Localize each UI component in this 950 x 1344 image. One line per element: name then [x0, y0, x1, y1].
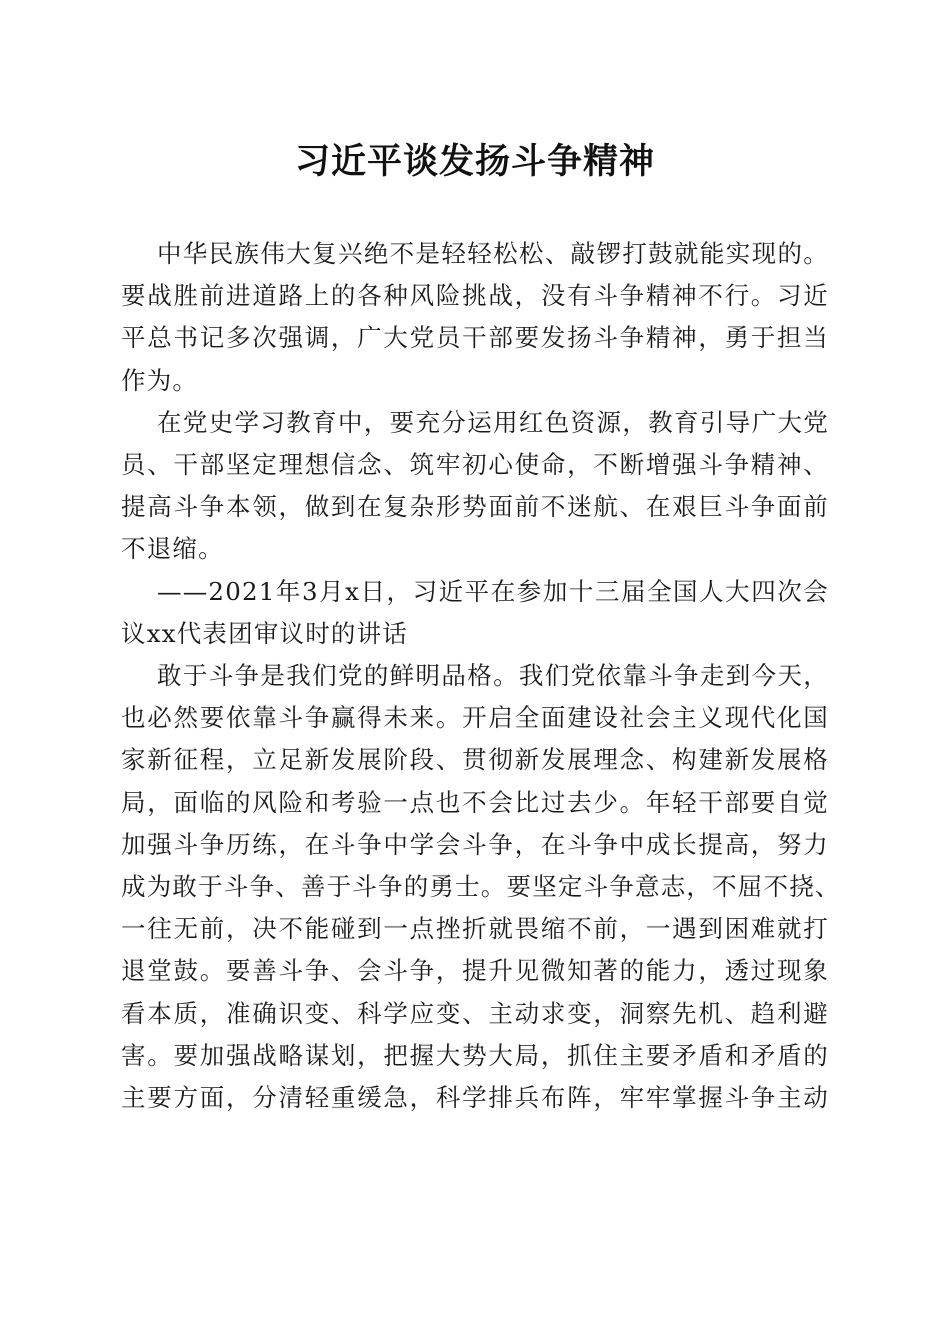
document-body: [121, 233, 841, 1119]
paragraph-2: [121, 402, 829, 571]
text-line: 要战胜前进道路上的各种风险挑战，没有斗争精神不行。习近: [121, 281, 829, 311]
text-line: 退堂鼓。要善斗争、会斗争，提升见微知著的能力，透过现象: [121, 956, 829, 986]
text-line: 在党史学习教育中，要充分运用红色资源，教育引导广大党: [157, 407, 829, 437]
text-line: 不退缩。: [121, 534, 224, 564]
paragraph-1: [121, 233, 829, 402]
text-line: 员、干部坚定理想信念、筑牢初心使命，不断增强斗争精神、: [121, 450, 829, 480]
text-line: 加强斗争历练，在斗争中学会斗争，在斗争中成长提高，努力: [121, 829, 829, 859]
text-line: 平总书记多次强调，广大党员干部要发扬斗争精神，勇于担当: [121, 323, 829, 353]
text-line: 家新征程，立足新发展阶段、贯彻新发展理念、构建新发展格: [121, 745, 829, 775]
text-line: 害。要加强战略谋划，把握大势大局，抓住主要矛盾和矛盾的: [121, 1040, 829, 1070]
text-line: ——2021年3月x日，习近平在参加十三届全国人大四次会: [157, 576, 829, 606]
text-line: 议xx代表团审议时的讲话: [121, 618, 409, 648]
document-title: 习近平谈发扬斗争精神: [294, 141, 655, 182]
text-line: 中华民族伟大复兴绝不是轻轻松松、敲锣打鼓就能实现的。: [157, 239, 829, 268]
text-line: 主要方面，分清轻重缓急，科学排兵布阵，牢牢掌握斗争主动: [121, 1083, 829, 1113]
text-line: 提高斗争本领，做到在复杂形势面前不迷航、在艰巨斗争面前: [121, 492, 829, 522]
text-line: 局，面临的风险和考验一点也不会比过去少。年轻干部要自觉: [121, 787, 829, 817]
text-line: 看本质，准确识变、科学应变、主动求变，洞察先机、趋利避: [121, 998, 829, 1028]
text-line: 作为。: [121, 365, 199, 395]
text-line: 敢于斗争是我们党的鲜明品格。我们党依靠斗争走到今天，: [157, 661, 829, 691]
text-line: 也必然要依靠斗争赢得未来。开启全面建设社会主义现代化国: [121, 703, 829, 733]
text-line: 一往无前，决不能碰到一点挫折就畏缩不前，一遇到困难就打: [121, 914, 829, 944]
paragraph-4: [121, 655, 841, 1119]
text-line: 成为敢于斗争、善于斗争的勇士。要坚定斗争意志，不屈不挠、: [121, 872, 841, 902]
paragraph-attribution: [121, 571, 829, 655]
